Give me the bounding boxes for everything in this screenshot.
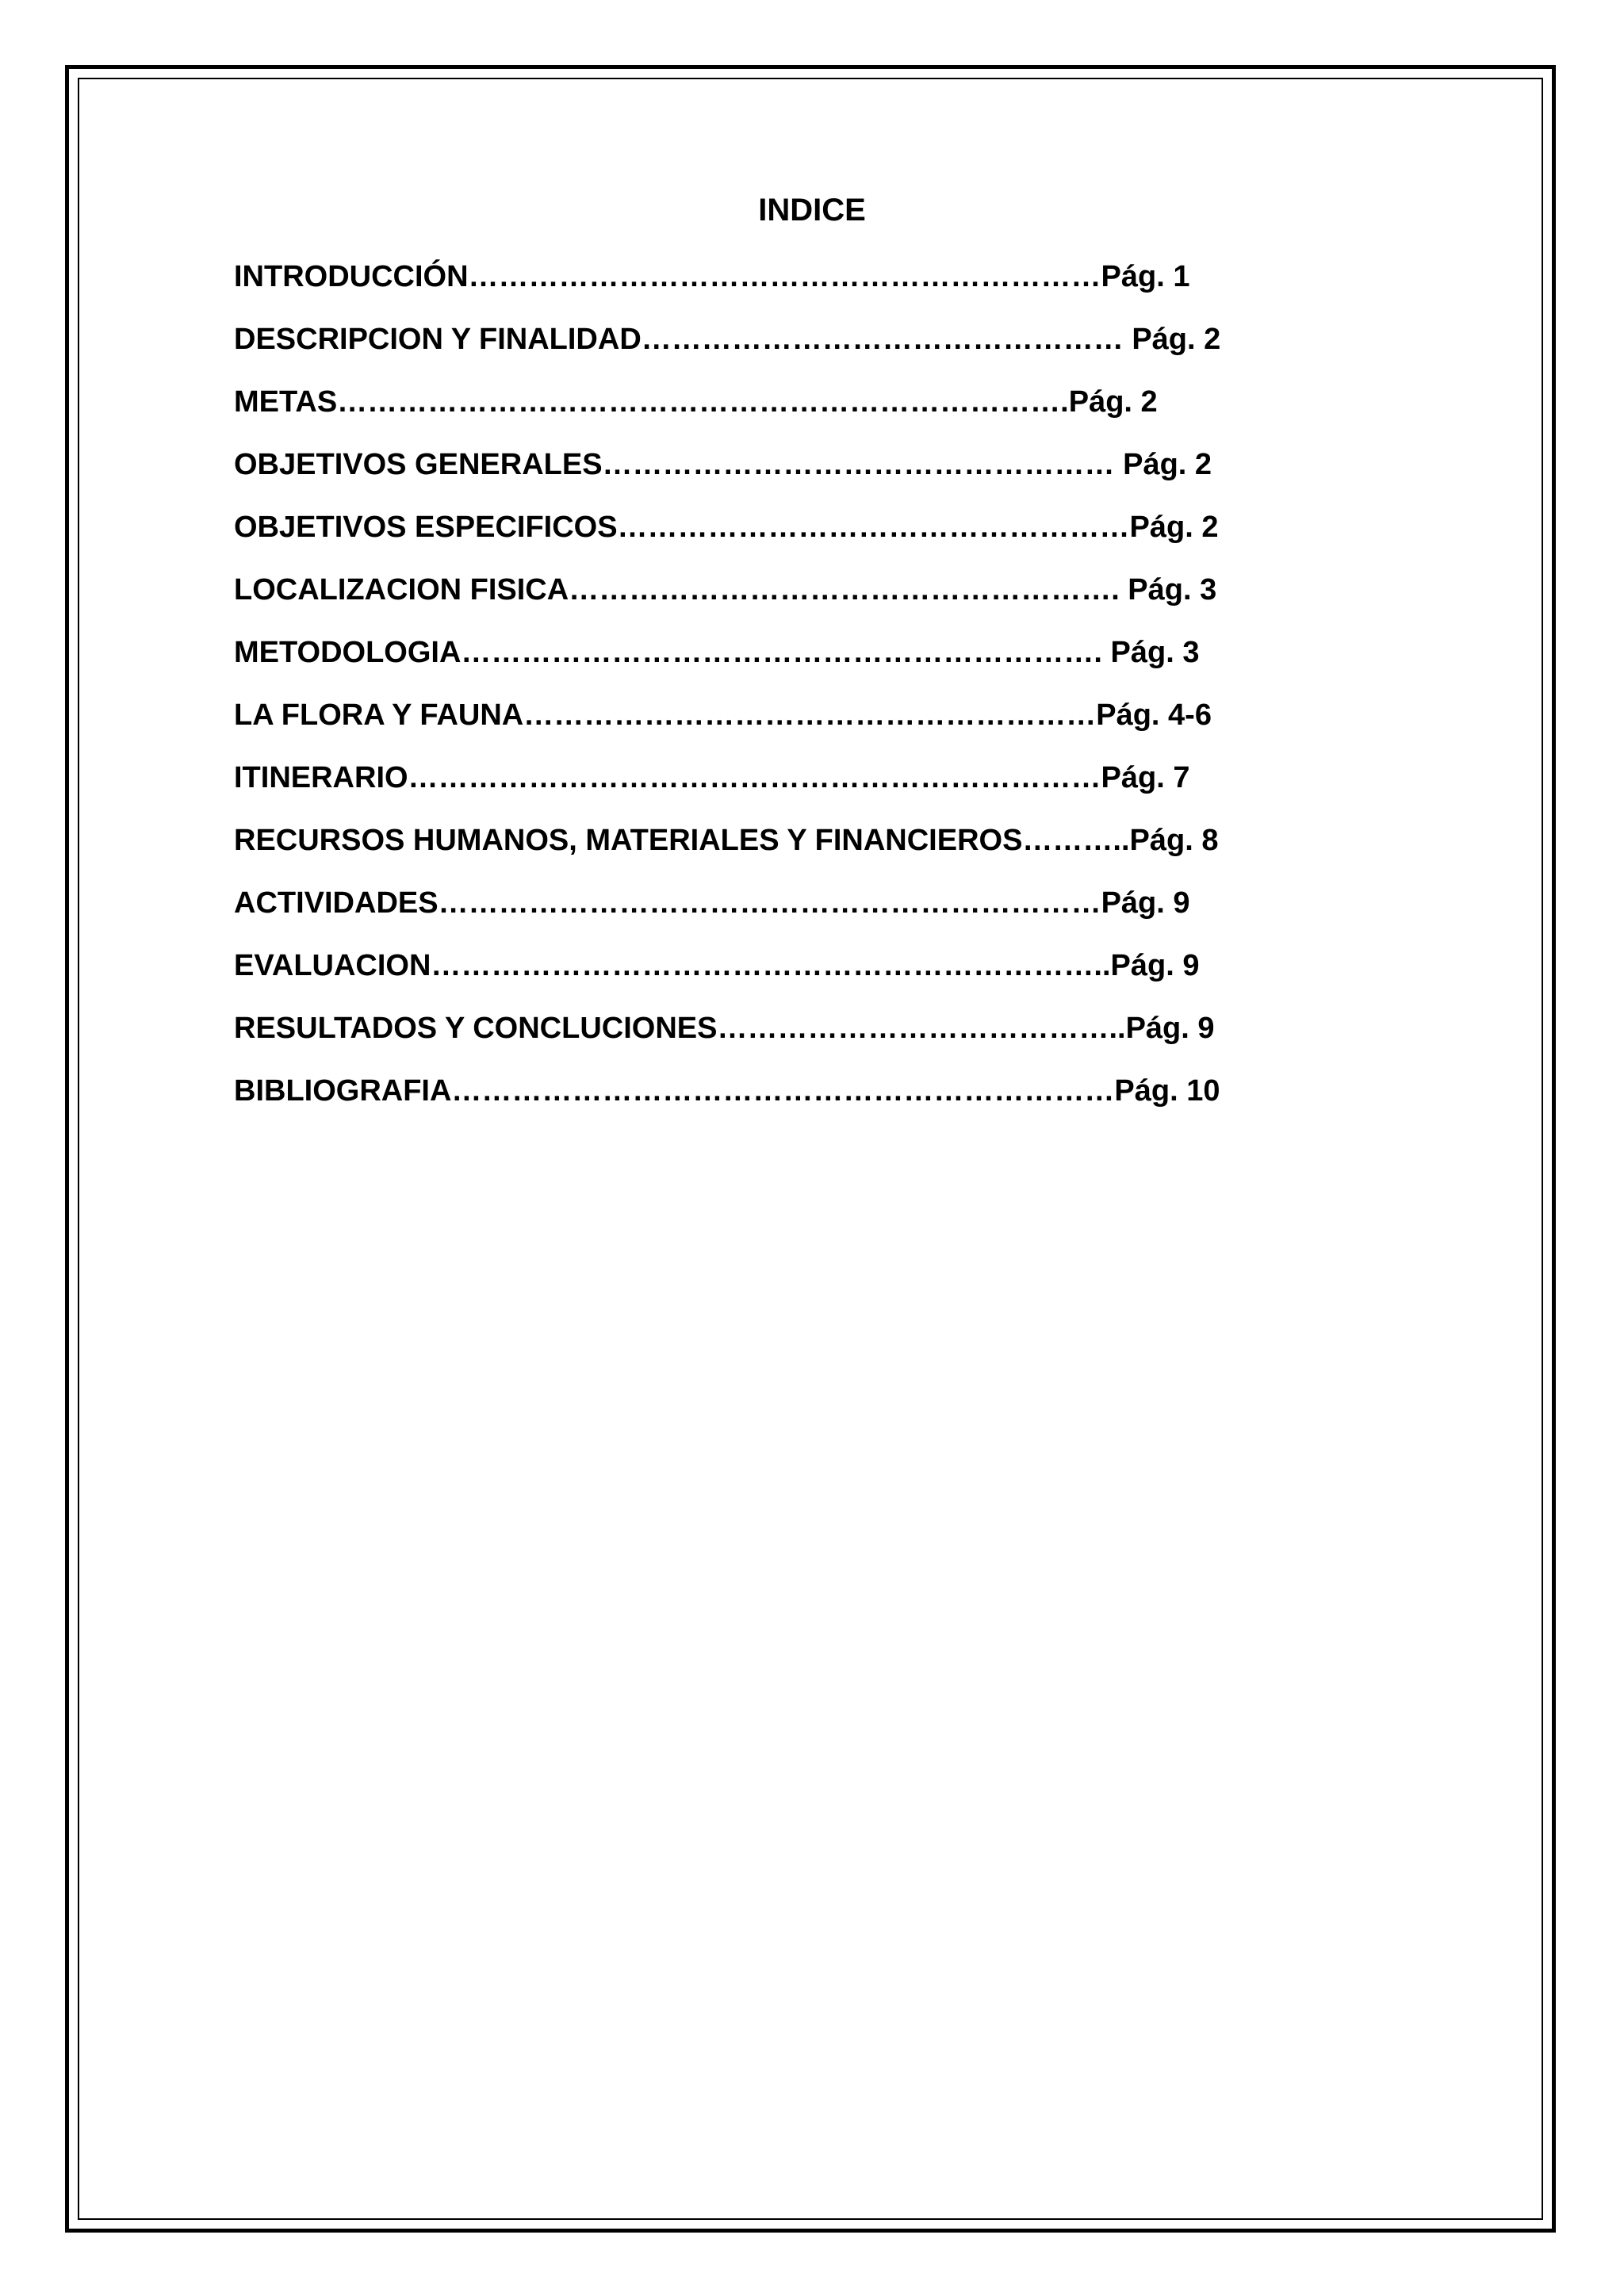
table-of-contents [234, 254, 1312, 1131]
toc-entry-recursos: RECURSOS HUMANOS, MATERIALES Y FINANCIEROS………..Pág. 8 [234, 824, 1219, 857]
toc-entry-actividades: ACTIVIDADES…………………………………………………………Pág. 9 [234, 886, 1190, 920]
toc-entry-objetivos-especificos: OBJETIVOS ESPECIFICOS……………………………………………Pág. 2 [234, 511, 1219, 544]
toc-entry-flora-fauna: LA FLORA Y FAUNA…………………………………………………Pág. 4-6 [234, 698, 1212, 732]
toc-entry-metas: METAS……………………………………………………………….Pág. 2 [234, 385, 1158, 419]
index-title: INDICE [758, 193, 866, 228]
toc-entry-introduccion: INTRODUCCIÓN………………………………………………………Pág. 1 [234, 260, 1190, 293]
toc-entry-objetivos-generales: OBJETIVOS GENERALES…………………………………………… Pág. 2 [234, 448, 1212, 481]
toc-entry-resultados: RESULTADOS Y CONCLUCIONES…………………………………..Pág. 9 [234, 1012, 1215, 1045]
toc-entry-itinerario: ITINERARIO……………………………………………………………Pág. 7 [234, 761, 1190, 794]
toc-entry-bibliografia: BIBLIOGRAFIA…………………………………………………………Pág. 10 [234, 1074, 1220, 1108]
toc-entry-evaluacion: EVALUACION…………………………………………………………..Pág. 9 [234, 949, 1200, 982]
toc-entry-descripcion-finalidad: DESCRIPCION Y FINALIDAD………………………………………… Pág. 2 [234, 323, 1221, 356]
toc-entry-localizacion-fisica: LOCALIZACION FISICA………………………………………………. Pág. 3 [234, 573, 1217, 607]
toc-entry-metodologia: METODOLOGIA………………………………………………………. Pág. 3 [234, 636, 1200, 669]
